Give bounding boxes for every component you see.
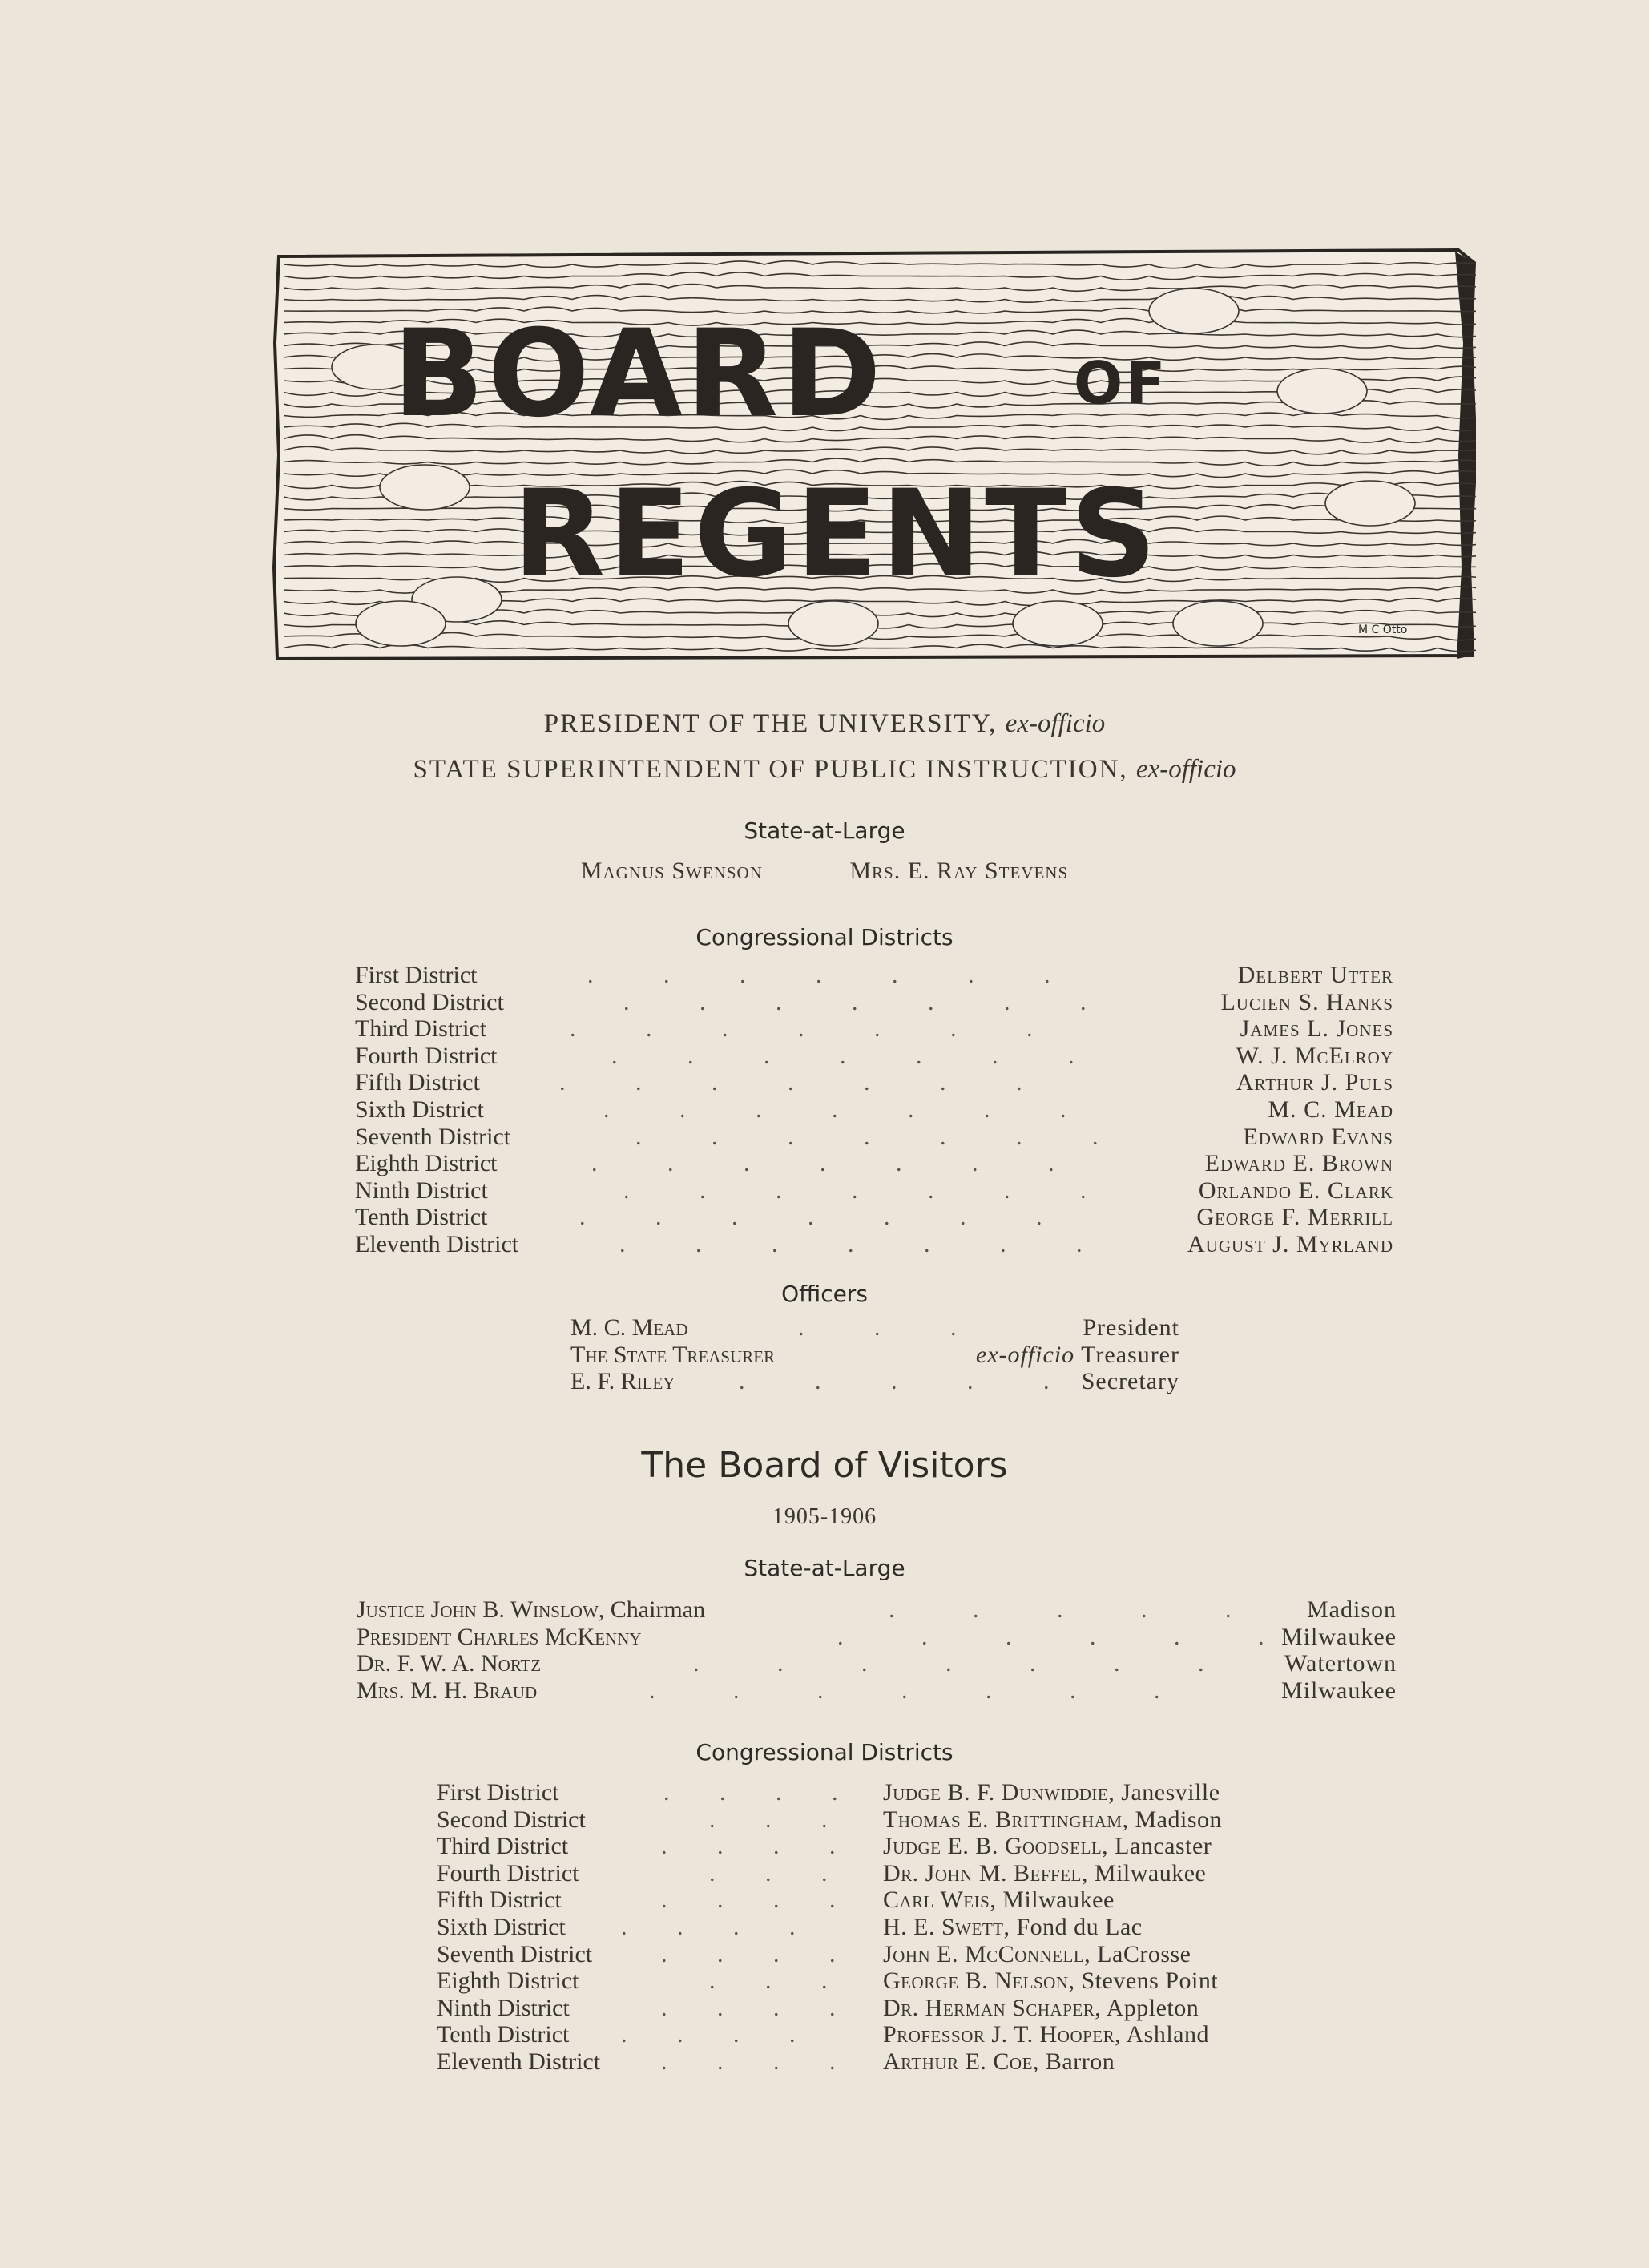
board-of-regents-banner bbox=[272, 247, 1476, 665]
visitor-name: President Charles McKenny bbox=[357, 1623, 642, 1650]
leader-dots: . . . bbox=[709, 1806, 828, 1833]
officer-name: E. F. Riley bbox=[570, 1368, 675, 1395]
officer-role-line bbox=[976, 1342, 1179, 1369]
district-label: First District bbox=[437, 1779, 559, 1806]
visitor-district-row bbox=[437, 2021, 1310, 2048]
leader-dots: . . . bbox=[709, 1967, 828, 1995]
ex-officio-label: PRESIDENT OF THE UNIVERSITY, bbox=[543, 709, 998, 738]
district-label: Tenth District bbox=[437, 2021, 570, 2048]
visitor-city: Janesville bbox=[1121, 1779, 1220, 1806]
district-label: Third District bbox=[437, 1833, 569, 1860]
visitor-city: Appleton bbox=[1106, 1994, 1199, 2021]
leader-dots: . . . . bbox=[661, 2048, 836, 2075]
visitor-district-row bbox=[437, 2048, 1310, 2076]
district-label: Fifth District bbox=[355, 1069, 480, 1096]
visitor-at-large-row bbox=[357, 1596, 1397, 1624]
regent-district-row bbox=[355, 1177, 1393, 1205]
regents-state-at-large-names bbox=[0, 858, 1649, 885]
regent-district-row bbox=[355, 1015, 1393, 1043]
district-label: Eighth District bbox=[437, 1967, 579, 1995]
leader-dots: . . . . bbox=[661, 1994, 836, 2021]
visitor-city: Milwaukee bbox=[1281, 1677, 1397, 1704]
visitor-name: Justice John B. Winslow bbox=[357, 1596, 599, 1623]
leader-dots: . . . . . bbox=[739, 1368, 1050, 1395]
leader-dots: . . . . . . . bbox=[635, 1123, 1099, 1150]
district-label: Seventh District bbox=[437, 1940, 593, 1967]
visitors-state-at-large-list bbox=[357, 1596, 1397, 1704]
leader-dots: . . . . bbox=[621, 2021, 796, 2048]
regent-name: James L. Jones bbox=[1240, 1015, 1393, 1043]
ex-officio-suffix: ex-officio bbox=[1135, 755, 1236, 784]
leader-dots: . . . bbox=[798, 1314, 957, 1341]
regent-district-row bbox=[355, 1204, 1393, 1231]
district-label: Fourth District bbox=[355, 1042, 498, 1069]
visitor-district-row bbox=[437, 1833, 1310, 1860]
district-label: Tenth District bbox=[355, 1204, 488, 1231]
regents-districts-heading: Congressional Districts bbox=[695, 924, 954, 950]
visitor-name: Dr. John M. Beffel bbox=[883, 1859, 1082, 1887]
officer-role: Treasurer bbox=[1081, 1341, 1179, 1368]
visitor-entry: Judge E. B. Goodsell, Lancaster bbox=[883, 1833, 1212, 1860]
visitor-entry: Arthur E. Coe, Barron bbox=[883, 2048, 1115, 2075]
banner-title-line1: BOARD bbox=[393, 305, 885, 444]
district-label: Fifth District bbox=[437, 1887, 562, 1914]
visitors-years: 1905-1906 bbox=[772, 1504, 877, 1529]
leader-dots: . . . . . . . bbox=[623, 988, 1087, 1015]
officer-role: President bbox=[1083, 1314, 1179, 1341]
visitor-city: Watertown bbox=[1284, 1650, 1397, 1677]
visitor-city: Fond du Lac bbox=[1016, 1913, 1143, 1940]
regent-name: Lucien S. Hanks bbox=[1220, 988, 1393, 1015]
regent-district-row bbox=[355, 1231, 1393, 1258]
officer-row bbox=[570, 1342, 1179, 1369]
leader-dots: . . . . . . . bbox=[579, 1204, 1042, 1231]
regent-district-row bbox=[355, 1150, 1393, 1177]
ex-officio-suffix: ex-officio bbox=[1005, 709, 1106, 738]
visitors-districts-heading: Congressional Districts bbox=[695, 1739, 954, 1766]
visitor-city: Barron bbox=[1045, 2048, 1115, 2075]
regent-district-row bbox=[355, 989, 1393, 1016]
district-label: Ninth District bbox=[437, 1994, 570, 2021]
visitor-entry: George B. Nelson, Stevens Point bbox=[883, 1967, 1219, 1995]
district-label: Eleventh District bbox=[355, 1230, 519, 1257]
district-label: Second District bbox=[355, 988, 504, 1015]
regent-name: Arthur J. Puls bbox=[1236, 1069, 1393, 1096]
banner-title-line2: REGENTS bbox=[513, 465, 1160, 604]
visitor-entry: Thomas E. Brittingham, Madison bbox=[883, 1806, 1222, 1833]
regent-name: Delbert Utter bbox=[1237, 962, 1393, 988]
visitor-district-row bbox=[437, 1860, 1310, 1887]
district-label: Seventh District bbox=[355, 1123, 511, 1150]
visitor-name: Dr. Herman Schaper bbox=[883, 1994, 1095, 2021]
regent-district-row bbox=[355, 962, 1393, 989]
visitor-name: H. E. Swett bbox=[883, 1913, 1004, 1940]
district-label: Ninth District bbox=[355, 1176, 488, 1204]
visitor-district-row bbox=[437, 1967, 1310, 1995]
regent-name: August J. Myrland bbox=[1187, 1230, 1393, 1257]
officer-role: Secretary bbox=[1081, 1368, 1179, 1395]
visitor-entry: John E. McConnell, LaCrosse bbox=[883, 1940, 1191, 1967]
regent-at-large: Magnus Swenson bbox=[580, 858, 763, 884]
visitor-entry: Dr. John M. Beffel, Milwaukee bbox=[883, 1859, 1207, 1887]
visitor-entry: Professor J. T. Hooper, Ashland bbox=[883, 2021, 1209, 2048]
officer-qualifier: ex-officio bbox=[975, 1341, 1075, 1368]
visitor-entry: Carl Weis, Milwaukee bbox=[883, 1887, 1115, 1914]
visitor-district-row bbox=[437, 1941, 1310, 1968]
visitor-district-row bbox=[437, 1887, 1310, 1914]
regents-districts-list bbox=[355, 962, 1393, 1258]
visitor-at-large-row bbox=[357, 1624, 1397, 1651]
visitor-name-line bbox=[357, 1650, 541, 1677]
leader-dots: . . . . . . . bbox=[591, 1150, 1054, 1177]
leader-dots: . . . . bbox=[661, 1833, 836, 1860]
visitor-district-row bbox=[437, 1914, 1310, 1941]
visitor-name: Thomas E. Brittingham bbox=[883, 1806, 1123, 1833]
visitor-city: Ashland bbox=[1126, 2021, 1209, 2048]
regent-at-large: Mrs. E. Ray Stevens bbox=[849, 858, 1069, 884]
banner-title-of: OF bbox=[1074, 349, 1169, 417]
visitor-district-row bbox=[437, 1995, 1310, 2022]
visitor-city: Lancaster bbox=[1115, 1833, 1212, 1860]
leader-dots: . . . . bbox=[621, 1913, 796, 1940]
ex-officio-line-1 bbox=[0, 709, 1649, 739]
regent-district-row bbox=[355, 1096, 1393, 1124]
officer-name: M. C. Mead bbox=[570, 1314, 688, 1341]
regent-district-row bbox=[355, 1124, 1393, 1151]
district-label: Eleventh District bbox=[437, 2048, 601, 2075]
leader-dots: . . . . . . . bbox=[649, 1677, 1160, 1704]
district-label: Third District bbox=[355, 1015, 487, 1043]
visitors-state-at-large-heading: State-at-Large bbox=[744, 1555, 905, 1581]
regent-name: George F. Merrill bbox=[1196, 1204, 1393, 1231]
leader-dots: . . . . . . . bbox=[603, 1096, 1066, 1123]
visitor-entry: Dr. Herman Schaper, Appleton bbox=[883, 1994, 1199, 2021]
leader-dots: . . . . . . . bbox=[623, 1176, 1087, 1204]
leader-dots: . . . . . . . bbox=[570, 1015, 1033, 1043]
regent-district-row bbox=[355, 1069, 1393, 1096]
visitor-city: LaCrosse bbox=[1097, 1940, 1191, 1967]
leader-dots: . . . bbox=[709, 1859, 828, 1887]
visitor-city: Madison bbox=[1307, 1596, 1397, 1623]
leader-dots: . . . . . . . bbox=[611, 1042, 1074, 1069]
officer-row bbox=[570, 1314, 1179, 1342]
visitor-name: Dr. F. W. A. Nortz bbox=[357, 1650, 542, 1677]
district-label: Fourth District bbox=[437, 1859, 579, 1887]
visitor-entry: H. E. Swett, Fond du Lac bbox=[883, 1913, 1143, 1940]
visitor-suffix: , Chairman bbox=[598, 1596, 706, 1623]
visitor-name: Judge B. F. Dunwiddie bbox=[883, 1779, 1109, 1806]
regent-district-row bbox=[355, 1043, 1393, 1070]
artist-signature: M C Otto bbox=[1358, 623, 1408, 636]
visitor-entry: Judge B. F. Dunwiddie, Janesville bbox=[883, 1779, 1220, 1806]
ex-officio-label: STATE SUPERINTENDENT OF PUBLIC INSTRUCTION, bbox=[413, 755, 1128, 784]
visitor-name: Mrs. M. H. Braud bbox=[357, 1677, 538, 1704]
visitor-name-line bbox=[357, 1624, 642, 1651]
visitor-at-large-row bbox=[357, 1650, 1397, 1677]
officer-name: The State Treasurer bbox=[570, 1341, 776, 1368]
leader-dots: . . . . . . . bbox=[559, 1069, 1022, 1096]
regents-state-at-large-heading: State-at-Large bbox=[744, 817, 905, 844]
visitor-name: John E. McConnell bbox=[883, 1940, 1085, 1967]
regent-name: Orlando E. Clark bbox=[1198, 1176, 1393, 1204]
district-label: Sixth District bbox=[355, 1096, 484, 1123]
regent-name: Edward Evans bbox=[1243, 1123, 1393, 1150]
district-label: First District bbox=[355, 962, 478, 988]
visitor-at-large-row bbox=[357, 1677, 1397, 1705]
visitor-name: Arthur E. Coe bbox=[883, 2048, 1033, 2075]
visitors-districts-list bbox=[437, 1779, 1310, 2076]
officer-row bbox=[570, 1368, 1179, 1395]
leader-dots: . . . . bbox=[661, 1940, 836, 1967]
visitor-district-row bbox=[437, 1779, 1310, 1806]
visitor-name: George B. Nelson bbox=[883, 1967, 1069, 1995]
wood-plank-illustration bbox=[272, 247, 1476, 665]
district-label: Second District bbox=[437, 1806, 586, 1833]
visitor-city: Stevens Point bbox=[1081, 1967, 1219, 1995]
leader-dots: . . . . . . . bbox=[587, 962, 1050, 988]
visitor-name: Carl Weis bbox=[883, 1887, 990, 1914]
leader-dots: . . . . . . bbox=[837, 1623, 1264, 1650]
regent-name: W. J. McElroy bbox=[1236, 1042, 1393, 1069]
visitor-name: Judge E. B. Goodsell bbox=[883, 1833, 1103, 1860]
visitor-city: Madison bbox=[1135, 1806, 1222, 1833]
district-label: Eighth District bbox=[355, 1150, 498, 1177]
visitor-city: Milwaukee bbox=[1094, 1859, 1207, 1887]
officers-list bbox=[570, 1314, 1179, 1395]
visitor-city: Milwaukee bbox=[1281, 1623, 1397, 1650]
regent-name: Edward E. Brown bbox=[1204, 1150, 1393, 1177]
officers-heading: Officers bbox=[781, 1281, 868, 1307]
leader-dots: . . . . . . . bbox=[693, 1650, 1204, 1677]
regent-name: M. C. Mead bbox=[1268, 1096, 1393, 1123]
visitor-name-line bbox=[357, 1596, 705, 1624]
leader-dots: . . . . bbox=[661, 1887, 836, 1914]
district-label: Sixth District bbox=[437, 1913, 566, 1940]
visitor-district-row bbox=[437, 1806, 1310, 1834]
leader-dots: . . . . . . . bbox=[619, 1230, 1083, 1257]
visitor-city: Milwaukee bbox=[1002, 1887, 1115, 1914]
visitor-name: Professor J. T. Hooper bbox=[883, 2021, 1115, 2048]
visitors-heading: The Board of Visitors bbox=[641, 1445, 1008, 1486]
leader-dots: . . . . . . bbox=[889, 1596, 1316, 1623]
visitor-name-line bbox=[357, 1677, 537, 1705]
leader-dots: . . . . bbox=[663, 1779, 838, 1806]
ex-officio-line-2 bbox=[0, 755, 1649, 785]
